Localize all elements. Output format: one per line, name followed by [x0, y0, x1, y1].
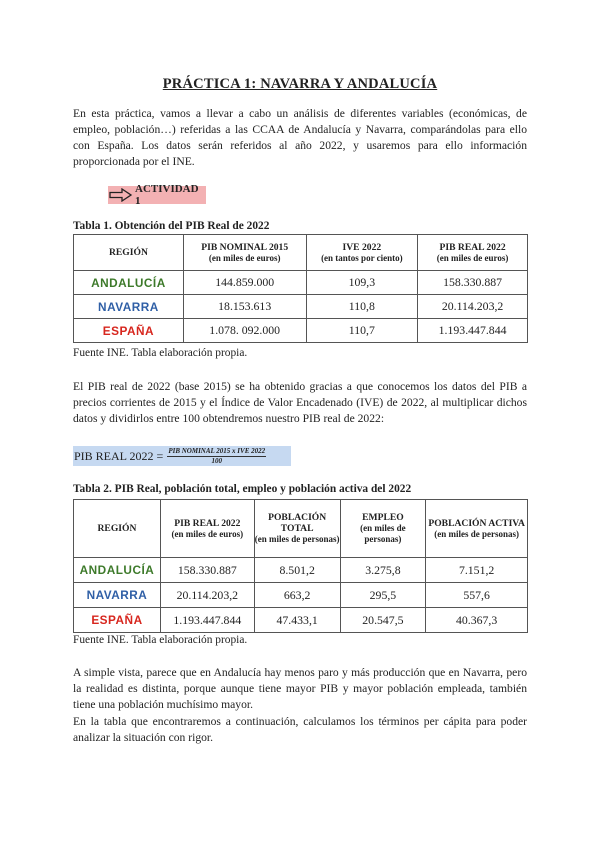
value-cell: 158.330.887 — [160, 558, 254, 583]
column-header — [74, 500, 161, 558]
table2-source: Fuente INE. Tabla elaboración propia. — [73, 634, 248, 646]
column-header — [306, 235, 418, 271]
analysis-paragraph: A simple vista, parece que en Andalucía hay menos paro y más producción que en Navarra, pero la realidad es distinta, porque aunque tiene mayor PIB y mayor población empleada, también tiene una población muchísimo mayor. — [73, 666, 527, 711]
table2-caption: Tabla 2. PIB Real, población total, empleo y población activa del 2022 — [73, 483, 412, 495]
column-header-unit: (en miles de euros) — [171, 528, 244, 539]
value-cell: 109,3 — [306, 271, 418, 295]
column-header — [74, 235, 184, 271]
table-row — [74, 271, 528, 295]
column-header-label: PIB NOMINAL 2015 — [201, 241, 289, 253]
value-cell: 1.193.447.844 — [418, 319, 528, 343]
pib-explanation-paragraph: El PIB real de 2022 (base 2015) se ha obtenido gracias a que conocemos los datos del PIB a precios corrientes de 2015 y el Índice de Valor Encadenado (IVE) de 2022, al multiplicar dichos datos y dividirlos entre 100 obtendremos nuestro PIB real de 2022: — [73, 380, 527, 425]
value-cell: 144.859.000 — [183, 271, 306, 295]
column-header-label: REGIÓN — [108, 247, 148, 258]
value-cell: 8.501,2 — [254, 558, 340, 583]
value-cell: 47.433,1 — [254, 608, 340, 633]
value-cell: 20.114.203,2 — [160, 583, 254, 608]
formula-numerator: PIB NOMINAL 2015 x IVE 2022 — [168, 446, 266, 455]
column-header-unit: (en miles de personas) — [434, 528, 519, 539]
table-row — [74, 558, 528, 583]
column-header — [418, 235, 528, 271]
column-header-unit: (en miles de personas) — [360, 523, 406, 544]
value-cell: 158.330.887 — [418, 271, 528, 295]
column-header-label: PIB REAL 2022 — [439, 241, 506, 253]
table-row — [74, 608, 528, 633]
column-header-unit: (en tantos por ciento) — [321, 252, 403, 263]
value-cell: 110,8 — [306, 295, 418, 319]
column-header-unit: (en miles de euros) — [436, 252, 509, 263]
formula-denominator: 100 — [211, 456, 222, 465]
table-row — [74, 295, 528, 319]
value-cell: 18.153.613 — [183, 295, 306, 319]
region-cell: ESPAÑA — [74, 319, 184, 343]
table1-source: Fuente INE. Tabla elaboración propia. — [73, 347, 248, 359]
value-cell: 1.193.447.844 — [160, 608, 254, 633]
activity-heading — [108, 183, 206, 207]
value-cell: 40.367,3 — [426, 608, 528, 633]
pib-formula — [73, 446, 291, 466]
column-header-unit: (en miles de euros) — [208, 252, 281, 263]
value-cell: 3.275,8 — [340, 558, 426, 583]
value-cell: 7.151,2 — [426, 558, 528, 583]
formula-fraction — [167, 447, 266, 466]
formula-lhs: PIB REAL 2022 = — [74, 448, 164, 463]
activity-label: ACTIVIDAD 1 — [135, 183, 199, 207]
column-header-label: IVE 2022 — [342, 241, 382, 253]
column-header — [183, 235, 306, 271]
column-header-label: PIB REAL 2022 — [174, 517, 241, 529]
value-cell: 295,5 — [340, 583, 426, 608]
right-arrow-icon — [109, 188, 133, 202]
region-cell: NAVARRA — [74, 295, 184, 319]
column-header-label: POBLACIÓN TOTAL — [268, 512, 327, 534]
table1-header-row — [74, 235, 528, 271]
value-cell: 20.114.203,2 — [418, 295, 528, 319]
column-header-label: POBLACIÓN ACTIVA — [428, 517, 525, 529]
value-cell: 557,6 — [426, 583, 528, 608]
value-cell: 1.078. 092.000 — [183, 319, 306, 343]
column-header — [340, 500, 426, 558]
region-cell: ANDALUCÍA — [74, 558, 161, 583]
region-cell: NAVARRA — [74, 583, 161, 608]
table2-header-row — [74, 500, 528, 558]
table-row — [74, 319, 528, 343]
region-cell: ESPAÑA — [74, 608, 161, 633]
column-header-unit: (en miles de personas) — [254, 534, 340, 544]
value-cell: 20.547,5 — [340, 608, 426, 633]
column-header-label: EMPLEO — [362, 512, 404, 523]
table2 — [73, 499, 528, 633]
per-capita-paragraph: En la tabla que encontraremos a continuación, calculamos los términos per cápita para poder analizar la situación con rigor. — [73, 715, 527, 744]
page-title: PRÁCTICA 1: NAVARRA Y ANDALUCÍA — [162, 76, 438, 92]
column-header — [160, 500, 254, 558]
table-row — [74, 583, 528, 608]
table1 — [73, 234, 528, 343]
column-header — [426, 500, 528, 558]
column-header — [254, 500, 340, 558]
table1-caption: Tabla 1. Obtención del PIB Real de 2022 — [73, 220, 270, 232]
value-cell: 110,7 — [306, 319, 418, 343]
column-header-label: REGIÓN — [97, 523, 137, 534]
region-cell: ANDALUCÍA — [74, 271, 184, 295]
value-cell: 663,2 — [254, 583, 340, 608]
intro-paragraph: En esta práctica, vamos a llevar a cabo un análisis de diferentes variables (económicas, de empleo, población…) referidas a las CCAA de Andalucía y Navarra, comparándolas para ello con España. Los datos serán referidos al año 2022, y usaremos para ello información proporcionada por el INE. — [73, 107, 527, 168]
